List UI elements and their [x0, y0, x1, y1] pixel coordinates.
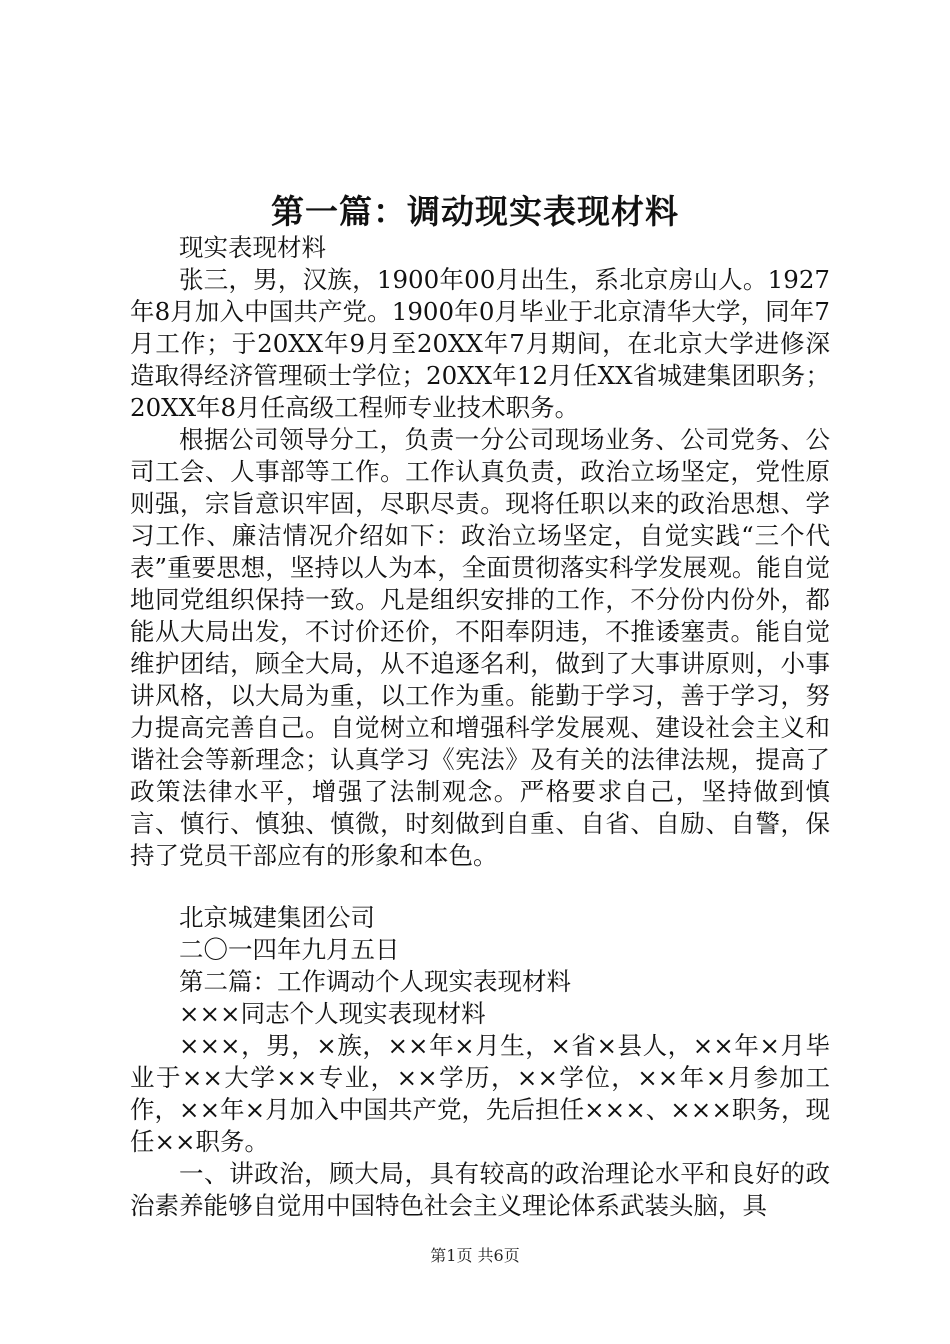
- page-footer: 第1页 共6页: [430, 1246, 520, 1265]
- second-article-subtitle: ×××同志个人现实表现材料: [179, 999, 486, 1028]
- section-subtitle: 现实表现材料: [179, 233, 326, 262]
- paragraph-template-info: ×××，男，×族，××年×月生，×省×县人，××年×月毕业于××大学××专业，××学历，××学位，××年×月参加工作，××年×月加入中国共产党，先后担任×××、×××职务，现任××职务。: [130, 1031, 830, 1156]
- paragraph-politics: 一、讲政治，顾大局，具有较高的政治理论水平和良好的政治素养能够自觉用中国特色社会主义理论体系武装头脑，具: [130, 1159, 830, 1220]
- paragraph-personal-info: 张三，男，汉族，1900年00月出生，系北京房山人。1927年8月加入中国共产党。1900年0月毕业于北京清华大学，同年7月工作；于20XX年9月至20XX年7月期间，在北京大学进修深造取得经济管理硕士学位；20XX年12月任XX省城建集团职务；20XX年8月任高级工程师专业技术职务。: [130, 265, 830, 422]
- document-title: 第一篇：调动现实表现材料: [271, 192, 679, 231]
- paragraph-work-performance: 根据公司领导分工，负责一分公司现场业务、公司党务、公司工会、人事部等工作。工作认真负责，政治立场坚定，党性原则强，宗旨意识牢固，尽职尽责。现将任职以来的政治思想、学习工作、廉洁情况介绍如下：政治立场坚定，自觉实践“三个代表”重要思想，坚持以人为本，全面贯彻落实科学发展观。能自觉地同党组织保持一致。凡是组织安排的工作，不分份内份外，都能从大局出发，不讨价还价，不阳奉阴违，不推诿塞责。能自觉维护团结，顾全大局，从不追逐名利，做到了大事讲原则，小事讲风格，以大局为重，以工作为重。能勤于学习，善于学习，努力提高完善自己。自觉树立和增强科学发展观、建设社会主义和谐社会等新理念；认真学习《宪法》及有关的法律法规，提高了政策法律水平，增强了法制观念。严格要求自己，坚持做到慎言、慎行、慎独、慎微，时刻做到自重、自省、自励、自警，保持了党员干部应有的形象和本色。: [130, 425, 830, 870]
- paragraph-gap: [130, 872, 830, 902]
- second-article-title: 第二篇：工作调动个人现实表现材料: [179, 967, 571, 996]
- document-body: [130, 232, 830, 1222]
- signature-company: 北京城建集团公司: [179, 903, 375, 932]
- signature-date: 二〇一四年九月五日: [179, 935, 400, 964]
